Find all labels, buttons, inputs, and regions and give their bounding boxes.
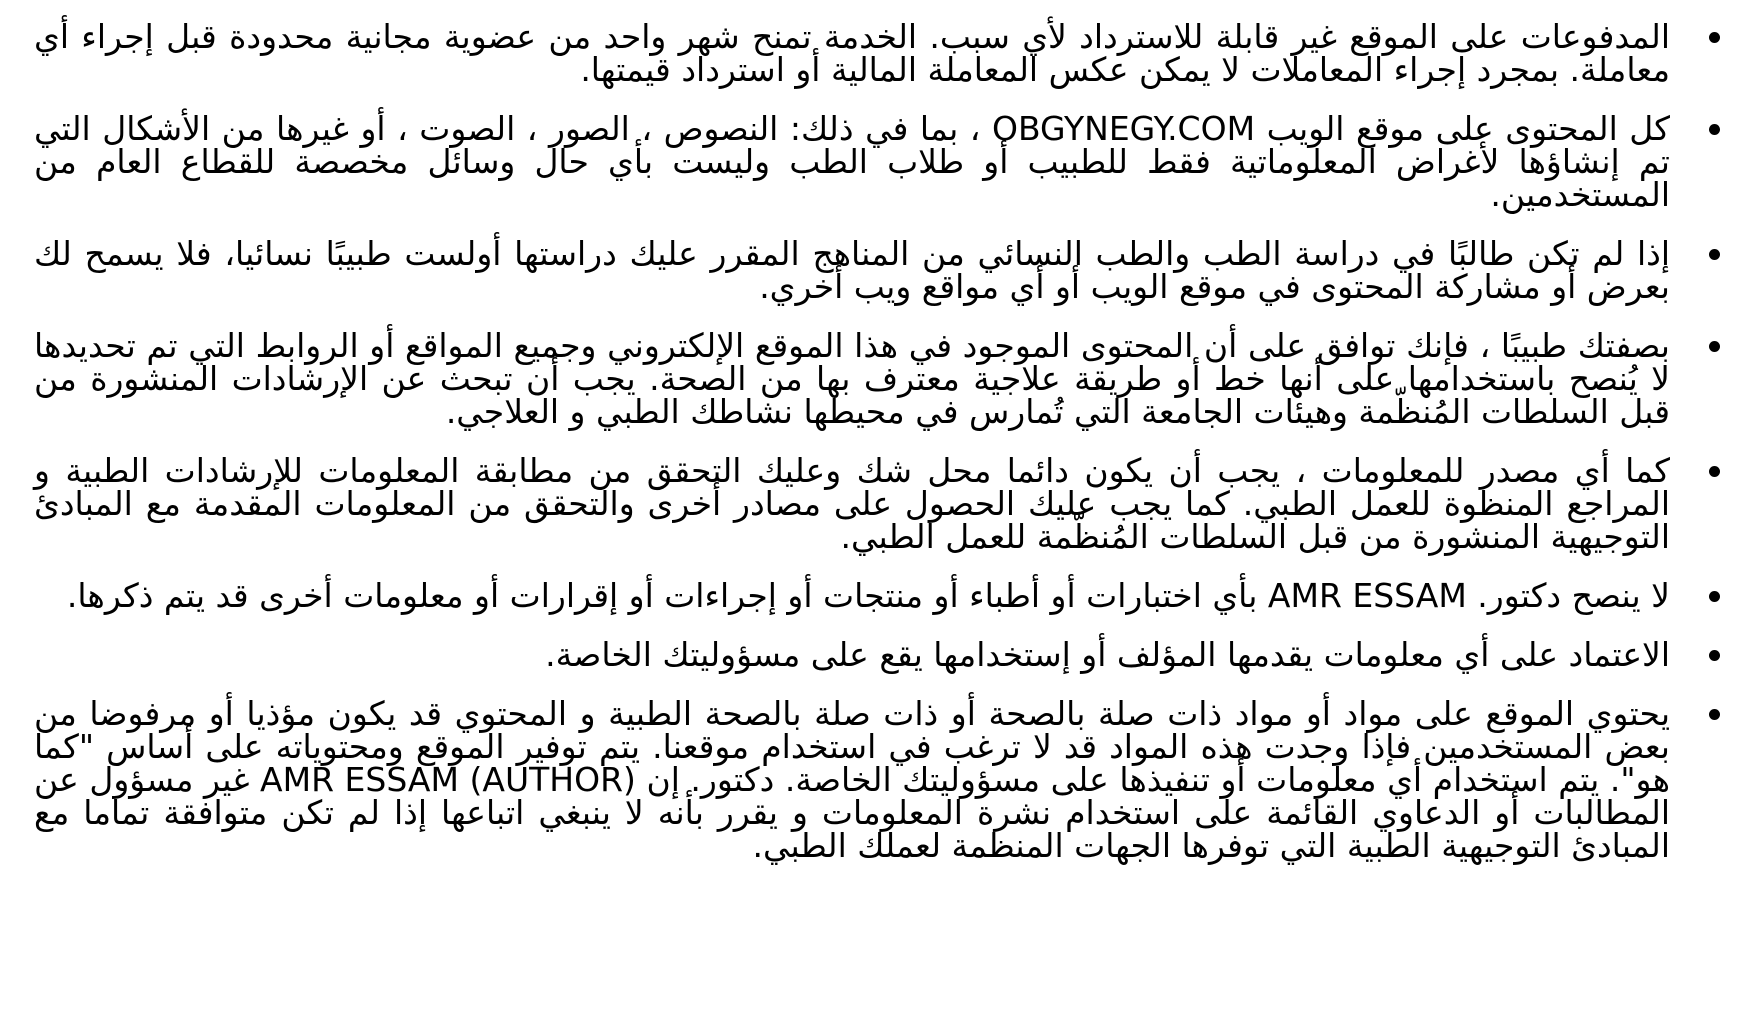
bullet-icon: [1709, 341, 1720, 352]
bullet-text: إذا لم تكن طالبًا في دراسة الطب والطب النسائي من المناهج المقرر عليك دراستها أولست طبيبًا نسائيا، فلا يسمح لك بعرض أو مشاركة المحتوى في موقع الويب أو أي مواقع ويب أخري.: [34, 234, 1670, 306]
bullet-item-payments: [34, 17, 1728, 89]
bullet-text: يحتوي الموقع على مواد أو مواد ذات صلة بالصحة أو ذات صلة بالصحة الطبية و المحتوي قد يكون مؤذيا أو مرفوضا من بعض المستخدمين فإذا وجدت هذه المواد قد لا ترغب في استخدام موقعنا. يتم توفير الموقع ومحتوياته على أساس "كما هو". يتم استخدام أي معلومات أو تنفيذها على مسؤوليتك الخاصة. دكتور. إن AMR ESSAM (AUTHOR) غير مسؤول عن المطالبات أو الدعاوي القائمة على استخدام نشرة المعلومات و يقرر بأنه لا ينبغي اتباعها إذا لم تكن متوافقة تماما مع المبادئ التوجيهية الطبية التي توفرها الجهات المنظمة لعملك الطبي.: [34, 694, 1670, 865]
bullet-item-own-risk: [34, 635, 1728, 674]
bullet-text: بصفتك طبيبًا ، فإنك توافق على أن المحتوى الموجود في هذا الموقع الإلكتروني وجميع المواقع أو الروابط التي تم تحديدها لا يُنصح باستخدامها على أنها خط أو طريقة علاجية معترف بها من الصحة. يجب أن تبحث عن الإرشادات المنشورة من قبل السلطات المُنظّمة وهيئات الجامعة التي تُمارس في محيطها نشاطك الطبي و العلاجي.: [34, 326, 1670, 431]
bullet-item-content-purpose: [34, 109, 1728, 214]
bullet-text: لا ينصح دكتور. AMR ESSAM بأي اختبارات أو أطباء أو منتجات أو إجراءات أو إقرارات أو معلومات أخرى قد يتم ذكرها.: [66, 576, 1670, 615]
bullet-text: الاعتماد على أي معلومات يقدمها المؤلف أو إستخدامها يقع على مسؤوليتك الخاصة.: [545, 635, 1670, 674]
disclaimer-bullet-list: [34, 17, 1728, 865]
bullet-icon: [1709, 466, 1720, 477]
bullet-icon: [1709, 709, 1720, 720]
bullet-icon: [1709, 650, 1720, 661]
bullet-item-no-endorsement: [34, 576, 1728, 615]
bullet-icon: [1709, 32, 1720, 43]
bullet-icon: [1709, 249, 1720, 260]
bullet-item-access-restriction: [34, 234, 1728, 306]
bullet-item-physician-agreement: [34, 326, 1728, 431]
bullet-text: المدفوعات على الموقع غير قابلة للاسترداد لأي سبب. الخدمة تمنح شهر واحد من عضوية مجانية محدودة قبل إجراء أي معاملة. بمجرد إجراء المعاملات لا يمكن عكس المعاملة المالية أو استرداد قيمتها.: [34, 17, 1670, 89]
bullet-text: كل المحتوى على موقع الويب OBGYNEGY.COM ، بما في ذلك: النصوص ، الصور ، الصوت ، أو غيرها من الأشكال التي تم إنشاؤها لأغراض المعلوماتية فقط للطبيب أو طلاب الطب وليست بأي حال وسائل مخصصة للقطاع العام من المستخدمين.: [34, 109, 1670, 214]
bullet-text: كما أي مصدر للمعلومات ، يجب أن يكون دائما محل شك وعليك التحقق من مطابقة المعلومات للإرشادات الطبية و المراجع المنظوة للعمل الطبي. كما يجب عليك الحصول على مصادر أخرى والتحقق من المعلومات المقدمة مع المبادئ التوجيهية المنشورة من قبل السلطات المُنظّمة للعمل الطبي.: [34, 451, 1670, 556]
bullet-item-verify-sources: [34, 451, 1728, 556]
bullet-icon: [1709, 124, 1720, 135]
bullet-icon: [1709, 591, 1720, 602]
bullet-item-as-is: [34, 694, 1728, 865]
